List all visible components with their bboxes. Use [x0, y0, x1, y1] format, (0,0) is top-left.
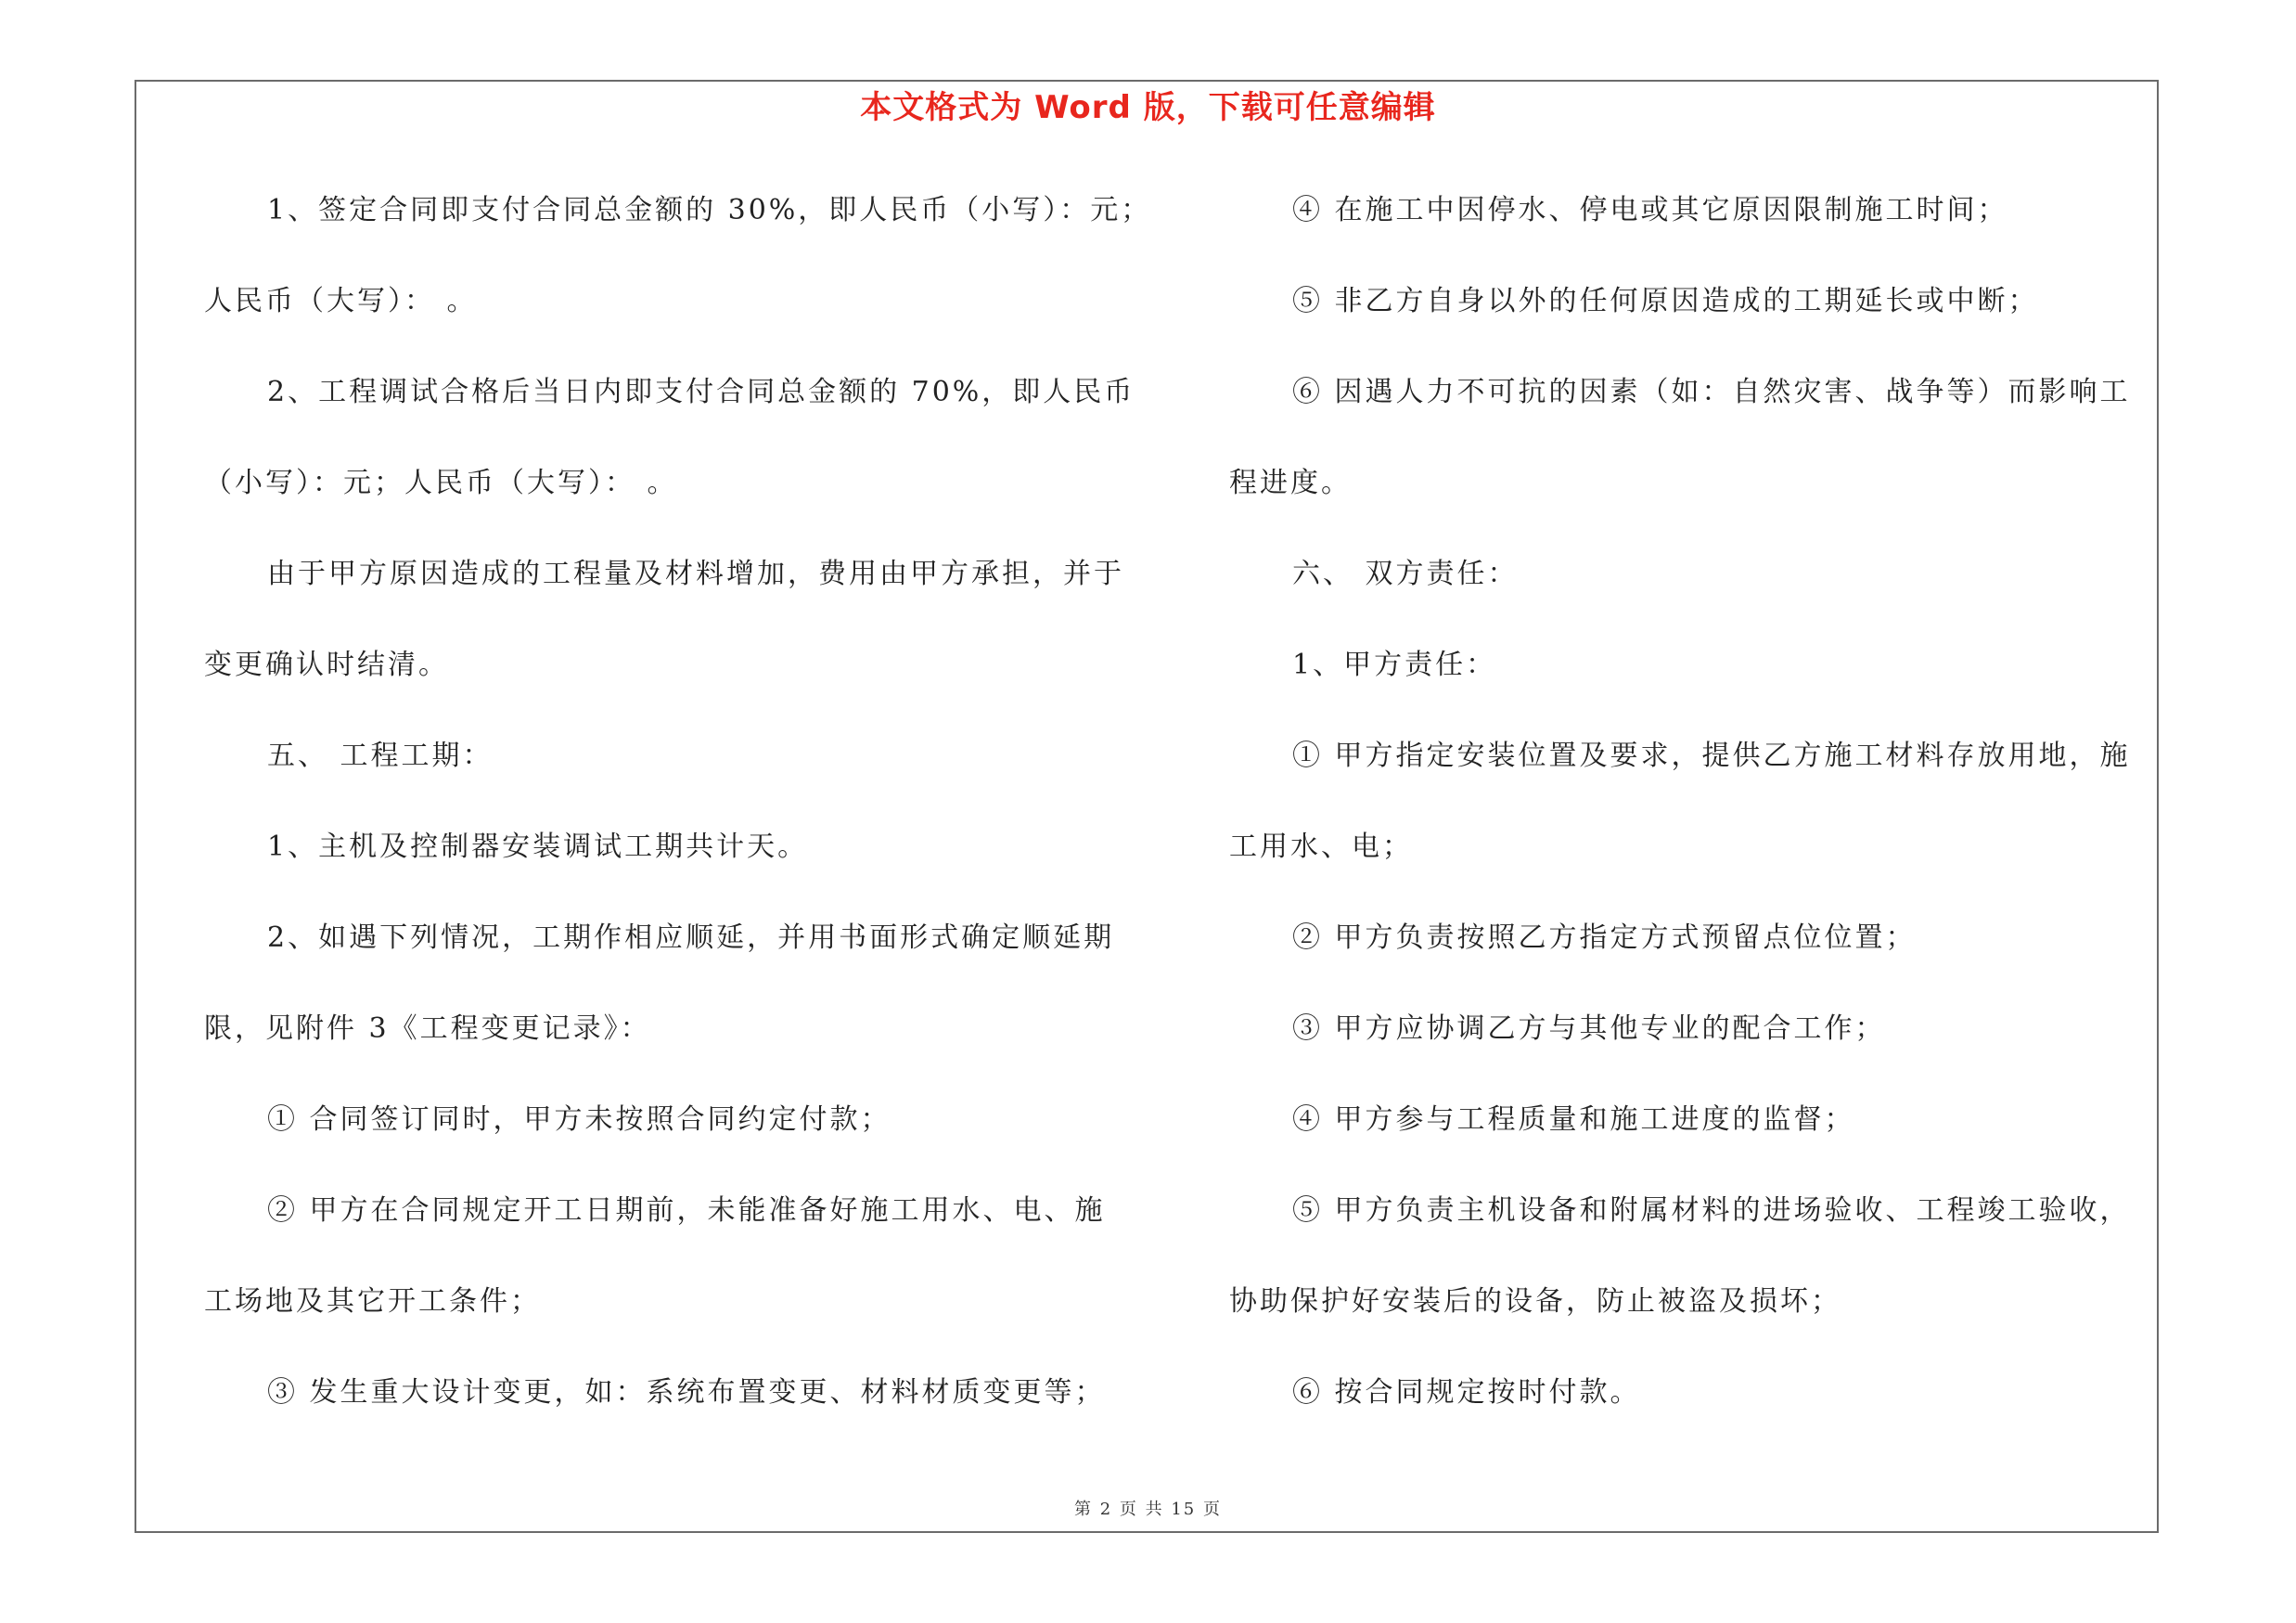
text-line: ③ 发生重大设计变更，如：系统布置变更、材料材质变更等； — [267, 1376, 1106, 1409]
text-line: 限，见附件 3《工程变更记录》： — [204, 1012, 651, 1045]
text-line: （小写）：元；人民币（大写）： 。 — [204, 467, 678, 499]
document-banner: 本文格式为 Word 版，下载可任意编辑 — [860, 89, 1436, 126]
text-line: ① 合同签订同时，甲方未按照合同约定付款； — [267, 1103, 891, 1136]
text-line: 2、工程调试合格后当日内即支付合同总金额的 70%，即人民币 — [267, 376, 1135, 408]
text-line: ② 甲方在合同规定开工日期前，未能准备好施工用水、电、施 — [267, 1194, 1106, 1227]
text-line: 变更确认时结清。 — [204, 649, 449, 681]
text-line: 五、 工程工期： — [267, 740, 494, 772]
text-line: 1、主机及控制器安装调试工期共计天。 — [267, 831, 809, 863]
text-line: 协助保护好安装后的设备，防止被盗及损坏； — [1229, 1285, 1841, 1318]
text-line: ⑥ 按合同规定按时付款。 — [1292, 1376, 1641, 1409]
text-line: ⑤ 甲方负责主机设备和附属材料的进场验收、工程竣工验收， — [1292, 1194, 2131, 1227]
text-line: 工用水、电； — [1229, 831, 1413, 863]
text-line: ⑥ 因遇人力不可抗的因素（如：自然灾害、战争等）而影响工 — [1292, 376, 2131, 408]
text-line: ③ 甲方应协调乙方与其他专业的配合工作； — [1292, 1012, 1886, 1045]
text-line: ④ 甲方参与工程质量和施工进度的监督； — [1292, 1103, 1855, 1136]
text-line: 六、 双方责任： — [1292, 558, 1519, 590]
text-line: 由于甲方原因造成的工程量及材料增加，费用由甲方承担，并于 — [267, 558, 1124, 590]
left-column — [204, 187, 1152, 1461]
text-line: 1、甲方责任： — [1292, 649, 1497, 681]
right-column — [1229, 187, 2157, 1461]
text-line: ⑤ 非乙方自身以外的任何原因造成的工期延长或中断； — [1292, 285, 2039, 317]
text-line: 2、如遇下列情况，工期作相应顺延，并用书面形式确定顺延期 — [267, 921, 1115, 954]
text-line: 程进度。 — [1229, 467, 1352, 499]
text-line: ① 甲方指定安装位置及要求，提供乙方施工材料存放用地，施 — [1292, 740, 2131, 772]
text-line: 1、签定合同即支付合同总金额的 30%，即人民币（小写）：元； — [267, 194, 1152, 226]
text-line: ④ 在施工中因停水、停电或其它原因限制施工时间； — [1292, 194, 2008, 226]
page-number: 第 2 页 共 15 页 — [1074, 1500, 1222, 1519]
text-line: ② 甲方负责按照乙方指定方式预留点位位置； — [1292, 921, 1917, 954]
text-line: 工场地及其它开工条件； — [204, 1285, 541, 1318]
text-line: 人民币（大写）： 。 — [204, 285, 478, 317]
